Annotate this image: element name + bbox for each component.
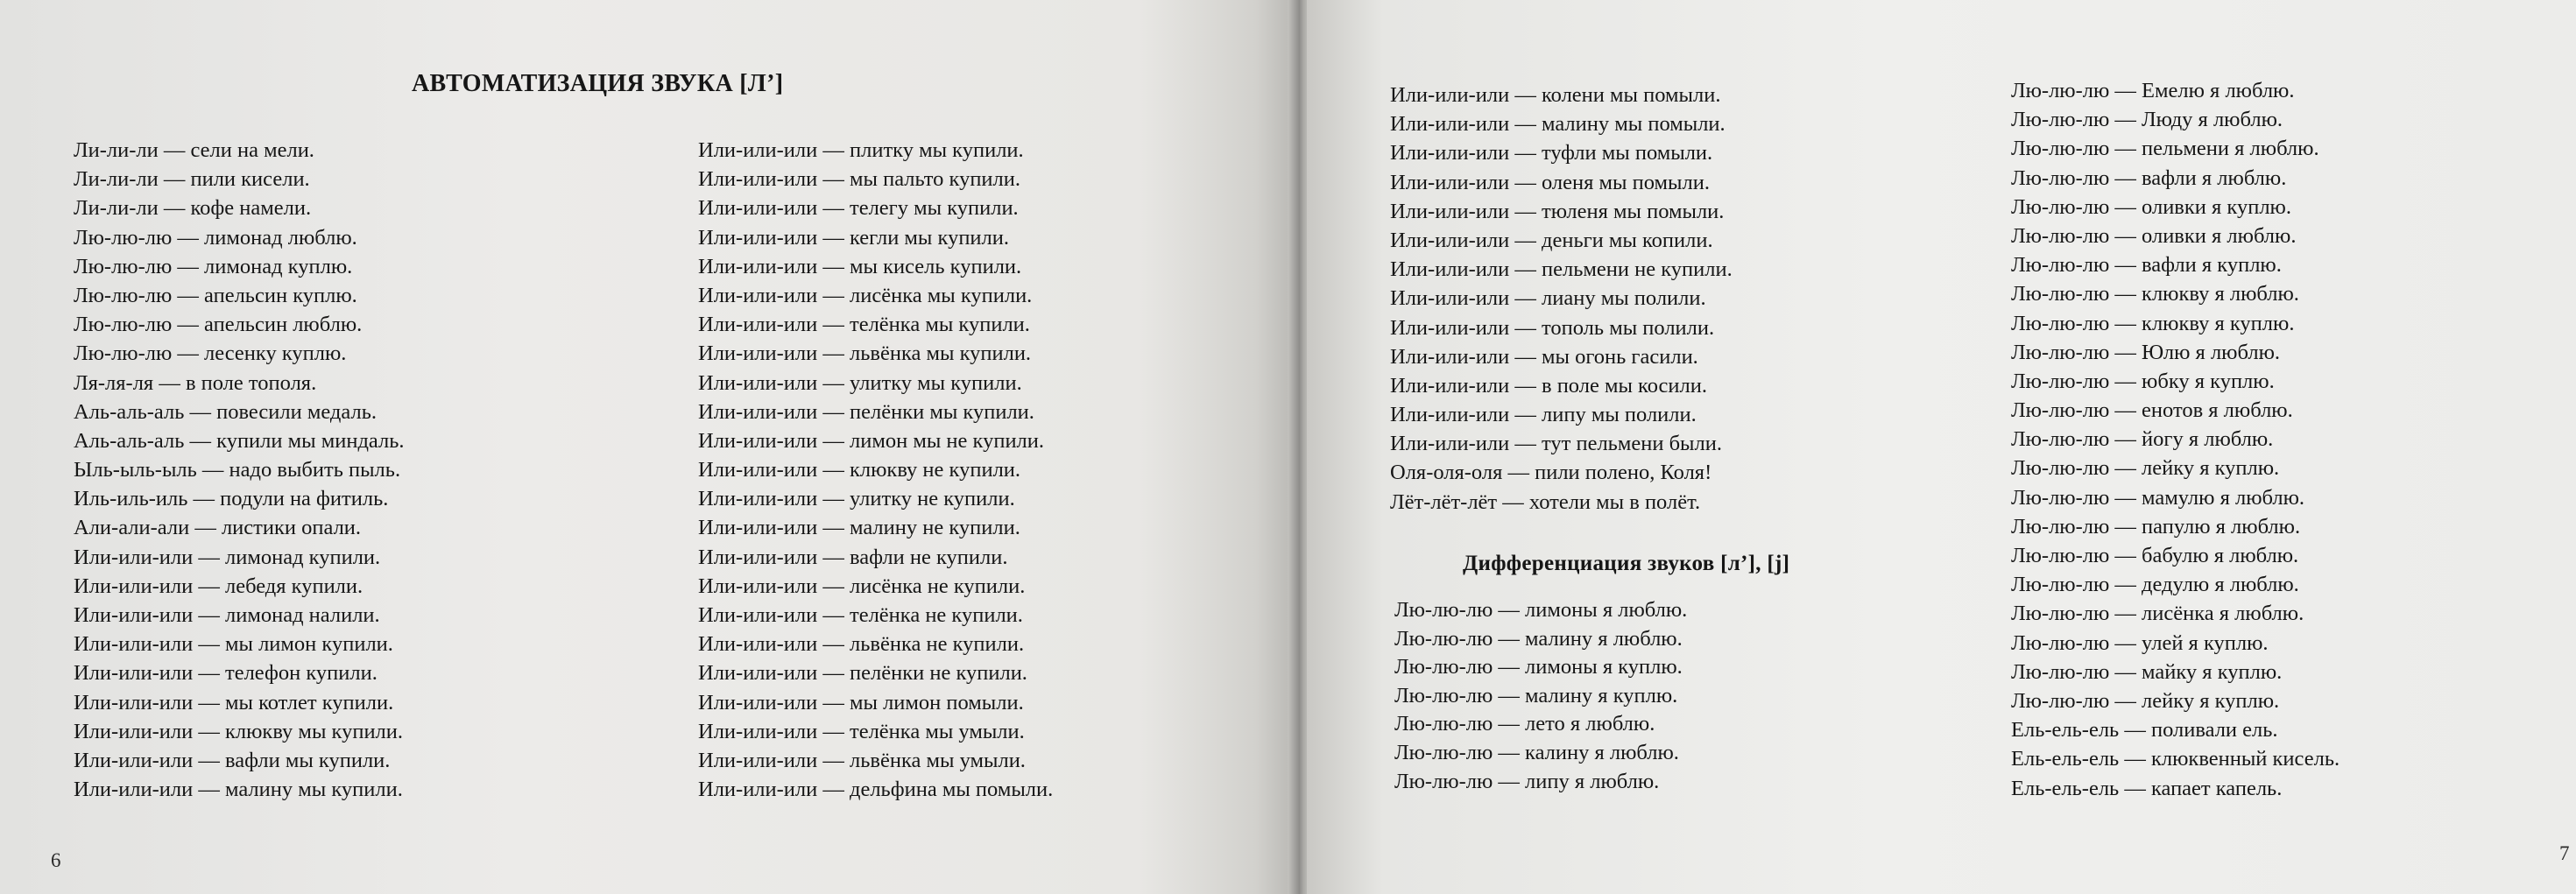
- text-line: Или-или-или — вафли мы купили.: [74, 748, 391, 772]
- text-line: Лю-лю-лю — вафли я куплю.: [2011, 253, 2282, 278]
- text-line: Или-или-или — малину мы купили.: [74, 778, 403, 802]
- text-line: Или-или-или — телёнка мы купили.: [698, 313, 1030, 337]
- section-heading: АВТОМАТИЗАЦИЯ ЗВУКА [Л’]: [412, 70, 784, 97]
- text-line: Или-или-или — мы пальто купили.: [698, 167, 1021, 192]
- text-line: Или-или-или — тут пельмени были.: [1390, 432, 1722, 456]
- text-line: Лю-лю-лю — лето я люблю.: [1394, 712, 1655, 736]
- text-line: Лю-лю-лю — енотов я люблю.: [2011, 398, 2293, 423]
- text-line: Лю-лю-лю — апельсин люблю.: [74, 313, 363, 337]
- text-line: Лю-лю-лю — Емелю я люблю.: [2011, 79, 2295, 102]
- left-page-column-2: [698, 136, 1053, 804]
- text-line: Аль-аль-аль — купили мы миндаль.: [74, 428, 405, 453]
- text-line: Или-или-или — клюкву мы купили.: [74, 719, 404, 743]
- text-line: Или-или-или — кегли мы купили.: [698, 225, 1010, 250]
- text-line: Лю-лю-лю — апельсин куплю.: [74, 283, 357, 307]
- text-line: Лю-лю-лю — лисёнка я люблю.: [2011, 602, 2304, 626]
- text-line: Али-али-али — листики опали.: [74, 516, 362, 540]
- left-page-column-1: [74, 136, 405, 804]
- text-line: Или-или-или — телегу мы купили.: [698, 196, 1019, 221]
- text-line: Или-или-или — мы лимон помыли.: [698, 690, 1024, 714]
- text-line: Или-или-или — лебедя купили.: [74, 574, 363, 598]
- text-line: Или-или-или — тюленя мы помыли.: [1390, 199, 1725, 223]
- text-line: Или-или-или — львёнка мы купили.: [698, 341, 1032, 366]
- text-line: Или-или-или — дельфина мы помыли.: [698, 778, 1054, 802]
- text-line: Лю-лю-лю — малину я люблю.: [1394, 626, 1683, 651]
- text-line: Или-или-или — малину мы помыли.: [1390, 112, 1726, 137]
- text-line: Оля-оля-оля — пили полено, Коля!: [1390, 461, 1712, 485]
- right-page-column-1b: [1394, 596, 1687, 796]
- text-line: Или-или-или — львёнка не купили.: [698, 632, 1025, 657]
- text-line: Или-или-или — деньги мы копили.: [1390, 228, 1713, 252]
- text-line: Или-или-или — липу мы полили.: [1390, 403, 1697, 427]
- text-line: Лю-лю-лю — лимоны я люблю.: [1394, 598, 1688, 622]
- text-line: Лю-лю-лю — пельмени я люблю.: [2011, 137, 2319, 161]
- text-line: Или-или-или — телефон купили.: [74, 661, 378, 686]
- text-line: Или-или-или — тополь мы полили.: [1390, 315, 1715, 340]
- text-line: Или-или-или — мы огонь гасили.: [1390, 344, 1698, 369]
- text-line: Или-или-или — колени мы помыли.: [1390, 83, 1721, 107]
- text-line: Ель-ель-ель — поливали ель.: [2011, 718, 2278, 743]
- text-line: Лю-лю-лю — клюкву я люблю.: [2011, 282, 2299, 306]
- text-line: Иль-иль-иль — подули на фитиль.: [74, 487, 389, 511]
- text-line: Лю-лю-лю — лесенку куплю.: [74, 341, 347, 366]
- text-line: Лю-лю-лю — лимонад куплю.: [74, 254, 353, 278]
- text-line: Ля-ля-ля — в поле тополя.: [74, 370, 317, 395]
- right-page: [1307, 0, 2576, 894]
- text-line: Или-или-или — лимон мы не купили.: [698, 428, 1045, 453]
- text-line: Лю-лю-лю — майку я куплю.: [2011, 659, 2283, 684]
- text-line: Или-или-или — мы котлет купили.: [74, 690, 394, 714]
- text-line: Ли-ли-ли — пили кисели.: [74, 167, 310, 192]
- text-line: Лю-лю-лю — улей я куплю.: [2011, 630, 2269, 655]
- text-line: Лю-лю-лю — бабулю я люблю.: [2011, 544, 2299, 567]
- text-line: Или-или-или — плитку мы купили.: [698, 138, 1024, 162]
- text-line: Лю-лю-лю — Юлю я люблю.: [2011, 340, 2280, 364]
- text-line: Или-или-или — в поле мы косили.: [1390, 373, 1708, 398]
- text-line: Или-или-или — лимонад купили.: [74, 545, 381, 569]
- right-page-column-1: [1390, 81, 1733, 517]
- text-line: Лю-лю-лю — клюкву я куплю.: [2011, 311, 2295, 335]
- text-line: Лю-лю-лю — лимонад люблю.: [74, 225, 357, 250]
- text-line: Или-или-или — пелёнки не купили.: [698, 661, 1027, 686]
- section-subheading: Дифференциация звуков [л’], [j]: [1463, 552, 1790, 575]
- text-line: Ли-ли-ли — кофе намели.: [74, 196, 312, 221]
- text-line: Или-или-или — мы кисель купили.: [698, 254, 1022, 278]
- text-line: Лю-лю-лю — малину я куплю.: [1394, 683, 1678, 707]
- text-line: Лю-лю-лю — лейку я куплю.: [2011, 456, 2280, 481]
- page-number-left: 6: [51, 849, 61, 871]
- text-line: Лю-лю-лю — мамулю я люблю.: [2011, 485, 2305, 510]
- text-line: Лю-лю-лю — йогу я люблю.: [2011, 427, 2274, 452]
- text-line: Лю-лю-лю — оливки я люблю.: [2011, 223, 2297, 248]
- text-line: Лю-лю-лю — калину я люблю.: [1394, 740, 1679, 764]
- text-line: Лю-лю-лю — оливки я куплю.: [2011, 194, 2291, 219]
- text-line: Или-или-или — улитку не купили.: [698, 487, 1015, 511]
- right-page-column-2: [2011, 76, 2340, 803]
- text-line: Лю-лю-лю — дедулю я люблю.: [2011, 573, 2299, 597]
- text-line: Или-или-или — лимонад налили.: [74, 603, 380, 627]
- text-line: Или-или-или — львёнка мы умыли.: [698, 748, 1026, 772]
- text-line: Лю-лю-лю — лимоны я куплю.: [1394, 655, 1683, 679]
- text-line: Лю-лю-лю — Люду я люблю.: [2011, 108, 2283, 132]
- text-line: Или-или-или — телёнка не купили.: [698, 603, 1023, 627]
- text-line: Или-или-или — пельмени не купили.: [1390, 257, 1733, 282]
- text-line: Или-или-или — пелёнки мы купили.: [698, 399, 1034, 424]
- text-line: Или-или-или — улитку мы купили.: [698, 370, 1022, 395]
- text-line: Или-или-или — вафли не купили.: [698, 545, 1008, 569]
- text-line: Ель-ель-ель — капает капель.: [2011, 776, 2283, 800]
- text-line: Или-или-или — лиану мы полили.: [1390, 286, 1706, 311]
- text-line: Или-или-или — туфли мы помыли.: [1390, 141, 1713, 165]
- text-line: Или-или-или — малину не купили.: [698, 516, 1020, 540]
- text-line: Или-или-или — клюкву не купили.: [698, 458, 1021, 482]
- text-line: Лёт-лёт-лёт — хотели мы в полёт.: [1390, 489, 1701, 514]
- text-line: Ыль-ыль-ыль — надо выбить пыль.: [74, 458, 401, 482]
- text-line: Лю-лю-лю — лейку я куплю.: [2011, 688, 2280, 713]
- text-line: Лю-лю-лю — липу я люблю.: [1394, 769, 1660, 793]
- text-line: Аль-аль-аль — повесили медаль.: [74, 399, 377, 424]
- page-number-right: 7: [2559, 842, 2570, 864]
- text-line: Лю-лю-лю — юбку я куплю.: [2011, 369, 2275, 393]
- text-line: Или-или-или — лисёнка мы купили.: [698, 283, 1033, 307]
- text-line: Ель-ель-ель — клюквенный кисель.: [2011, 747, 2340, 771]
- text-line: Лю-лю-лю — папулю я люблю.: [2011, 514, 2301, 539]
- text-line: Или-или-или — телёнка мы умыли.: [698, 719, 1025, 743]
- text-line: Лю-лю-лю — вафли я люблю.: [2011, 165, 2287, 190]
- text-line: Или-или-или — мы лимон купили.: [74, 632, 393, 657]
- text-line: Или-или-или — лисёнка не купили.: [698, 574, 1026, 598]
- text-line: Ли-ли-ли — сели на мели.: [74, 138, 314, 162]
- text-line: Или-или-или — оленя мы помыли.: [1390, 170, 1710, 194]
